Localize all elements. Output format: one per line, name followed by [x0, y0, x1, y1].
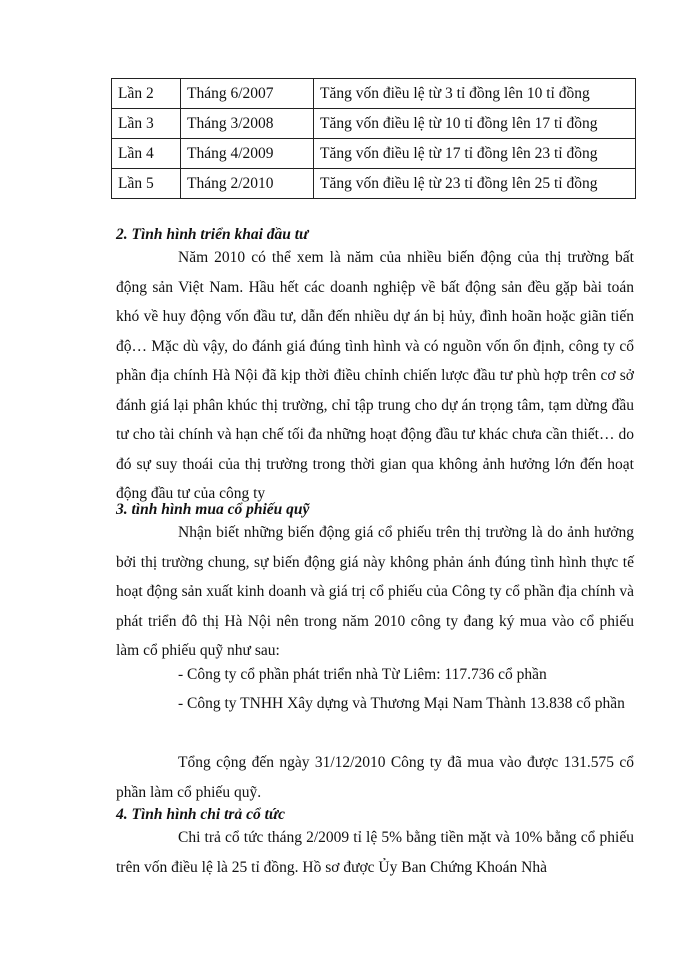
table-cell-description: Tăng vốn điều lệ từ 3 tỉ đồng lên 10 tỉ đồng	[314, 79, 636, 109]
table-cell-description: Tăng vốn điều lệ từ 17 tỉ đồng lên 23 tỉ đồng	[314, 139, 636, 169]
section-3-heading: 3. tình hình mua cổ phiếu quỹ	[116, 501, 310, 518]
table-row	[112, 139, 636, 169]
section-3-bullet-nam-thanh: - Công ty TNHH Xây dựng và Thương Mại Nam Thành 13.838 cổ phần	[178, 695, 625, 712]
table-row	[112, 109, 636, 139]
section-3-bullet-tu-liem: - Công ty cổ phần phát triển nhà Từ Liêm: 117.736 cổ phần	[178, 666, 547, 683]
table-cell-round: Lần 2	[112, 79, 181, 109]
table-cell-date: Tháng 3/2008	[181, 109, 314, 139]
table-row	[112, 79, 636, 109]
table-cell-round: Lần 3	[112, 109, 181, 139]
table-cell-date: Tháng 6/2007	[181, 79, 314, 109]
table-cell-round: Lần 4	[112, 139, 181, 169]
section-3-paragraph: Nhận biết những biến động giá cổ phiếu trên thị trường là do ảnh hưởng bởi thị trường chung, sự biến động giá này không phản ánh đúng tình hình thực tế hoạt động sản xuất kinh doanh và giá trị cổ phiếu của Công ty cổ phần địa chính và phát triển đô thị Hà Nội nên trong năm 2010 công ty đang ký mua vào cổ phiếu làm cổ phiếu quỹ như sau:	[116, 524, 634, 659]
section-4-heading: 4. Tình hình chi trả cổ tức	[116, 806, 286, 823]
table-cell-date: Tháng 2/2010	[181, 169, 314, 199]
table-cell-round: Lần 5	[112, 169, 181, 199]
table-cell-description: Tăng vốn điều lệ từ 10 tỉ đồng lên 17 tỉ đồng	[314, 109, 636, 139]
section-4-paragraph: Chi trả cổ tức tháng 2/2009 tỉ lệ 5% bằng tiền mặt và 10% bằng cổ phiếu trên vốn điều lệ là 25 tỉ đồng. Hồ sơ được Ủy Ban Chứng Khoán Nhà	[116, 829, 634, 876]
section-3-total: Tổng cộng đến ngày 31/12/2010 Công ty đã mua vào được 131.575 cổ phần làm cổ phiếu quỹ.	[116, 754, 634, 801]
section-2-paragraph: Năm 2010 có thể xem là năm của nhiều biến động của thị trường bất động sản Việt Nam. Hầu hết các doanh nghiệp về bất động sản đều gặp bài toán khó về huy động vốn đầu tư, dẫn đến nhiều dự án bị hủy, đình hoãn hoặc giãn tiến độ… Mặc dù vậy, do đánh giá đúng tình hình và có nguồn vốn ổn định, công ty cổ phần địa chính Hà Nội đã kịp thời điều chỉnh chiến lược đầu tư phù hợp trên cơ sở đánh giá lại phân khúc thị trường, chỉ tập trung cho dự án trọng tâm, tạm dừng đầu tư cho tài chính và hạn chế tối đa những hoạt động đầu tư khác chưa cần thiết… do đó sự suy thoái của thị trường trong thời gian qua không ảnh hưởng lớn đến hoạt động đầu tư của công ty	[116, 249, 634, 502]
section-2-heading: 2. Tình hình triển khai đầu tư	[116, 226, 309, 243]
table-cell-date: Tháng 4/2009	[181, 139, 314, 169]
table-cell-description: Tăng vốn điều lệ từ 23 tỉ đồng lên 25 tỉ đồng	[314, 169, 636, 199]
capital-increase-table	[111, 78, 636, 199]
table-row	[112, 169, 636, 199]
